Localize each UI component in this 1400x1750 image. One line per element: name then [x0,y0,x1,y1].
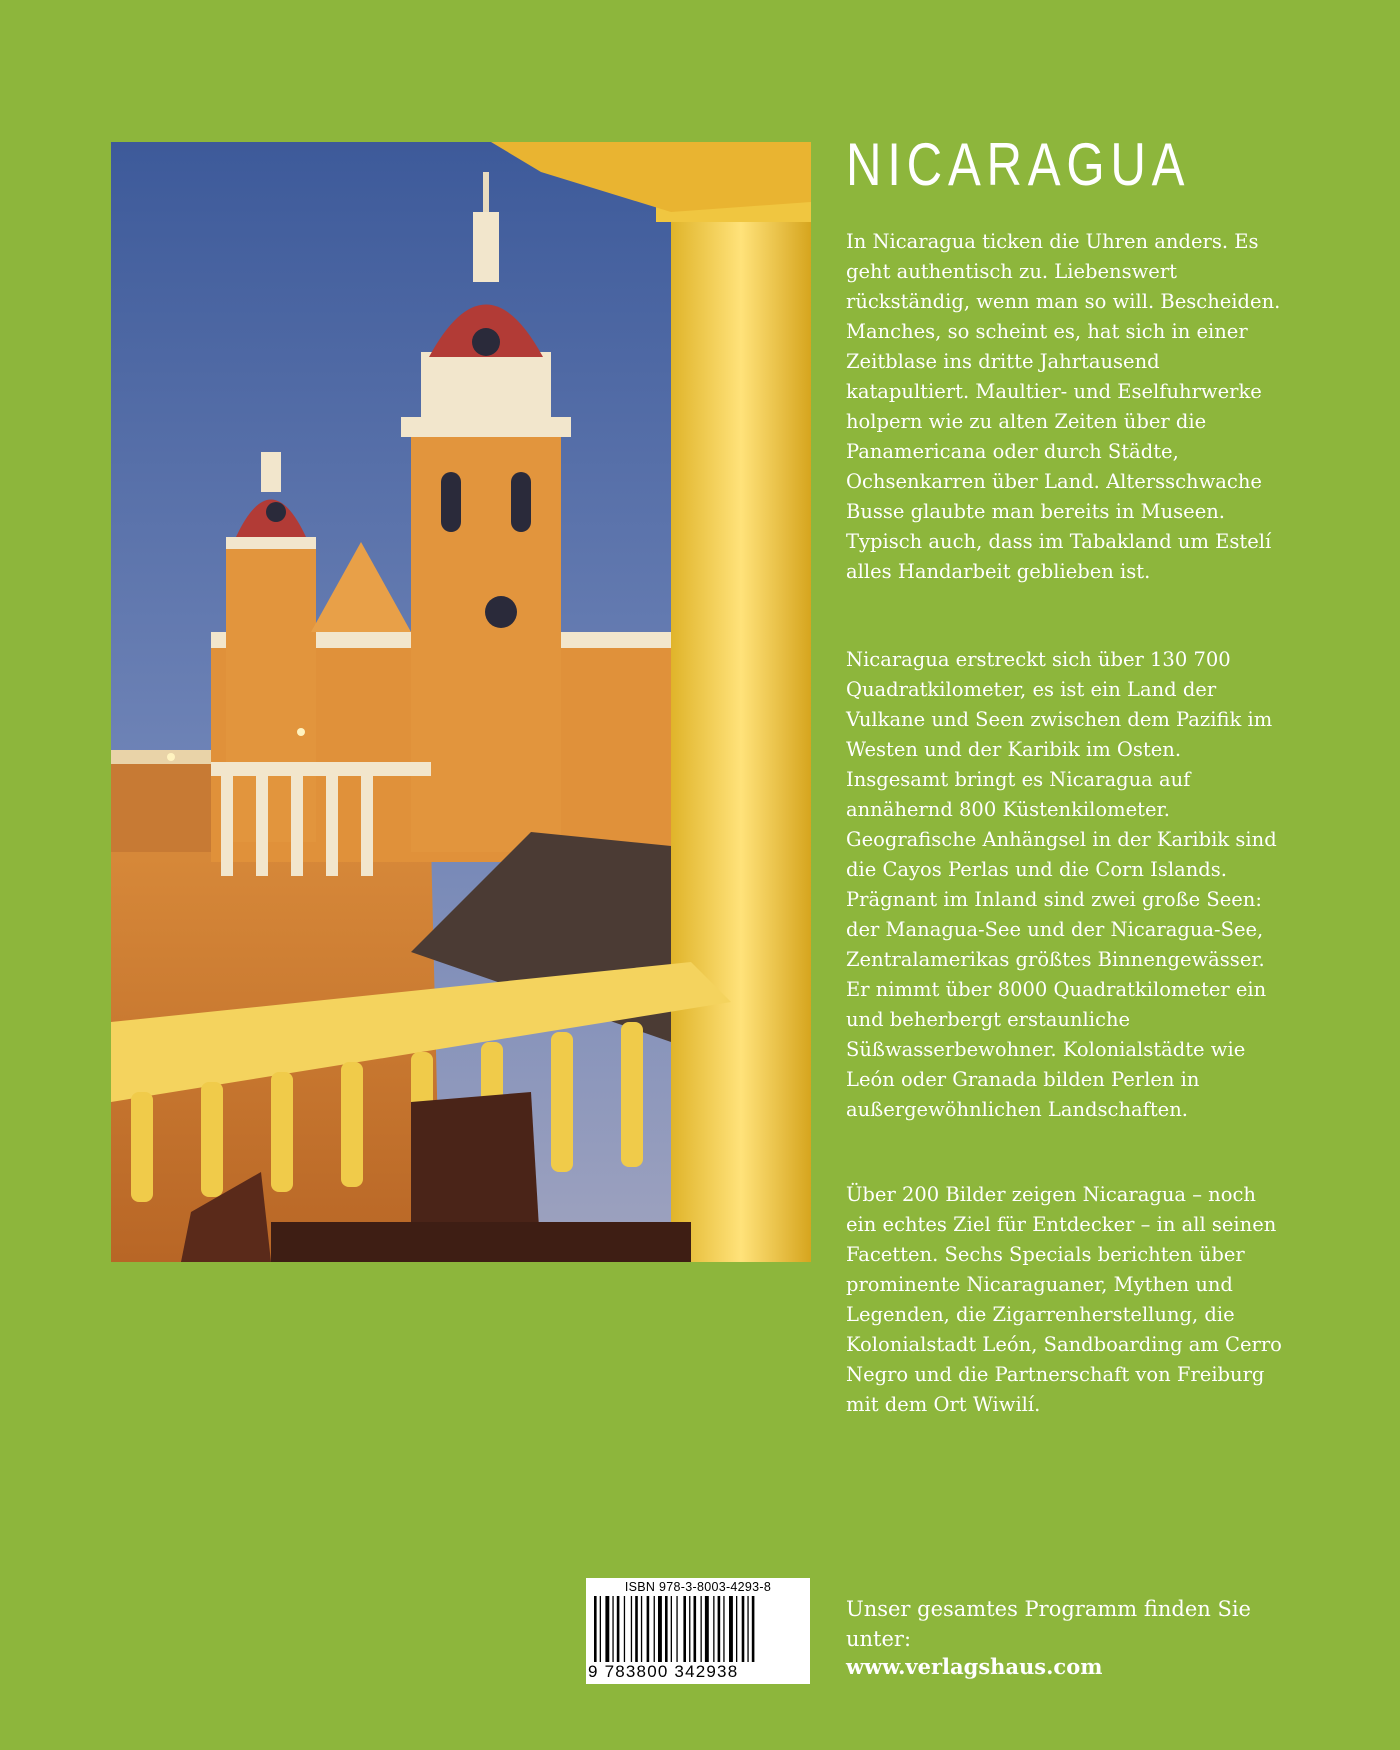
barcode-bar [694,1596,697,1662]
isbn-label: ISBN 978-3-8003-4293-8 [624,1580,772,1594]
barcode-bar [701,1596,702,1662]
program-text: Unser gesamtes Programm finden Sie unter: [846,1597,1251,1651]
barcode-bar [605,1596,609,1662]
barcode-bar [635,1596,638,1662]
book-title: NICARAGUA [846,131,1191,198]
ean-digits: 9 783800 342938 [588,1662,739,1681]
barcode-bar [747,1596,748,1662]
barcode-bars [594,1596,804,1662]
barcode-bar [624,1596,625,1662]
barcode-bar [676,1596,677,1662]
cover-photo-cathedral [111,142,811,1262]
barcode-bar [742,1596,745,1662]
barcode-bar [723,1596,724,1662]
barcode-bar [665,1596,668,1662]
website-link[interactable]: www.verlagshaus.com [846,1654,1103,1679]
description-paragraph-3: Über 200 Bilder zeigen Nicaragua – noch ein echtes Ziel für Entdecker – in all seinen Facetten. Sechs Specials berichten über prominente Nicaraguaner, Mythen und Legenden, die Zigarrenherstellung, die Kolonialstadt León, Sandboarding am Cerro Negro und die Partnerschaft von Freiburg mit dem Ort Wiwilí. [846,1183,1282,1416]
barcode-bar [594,1596,597,1662]
barcode-bar [683,1596,686,1662]
barcode-bar [705,1596,709,1662]
barcode-bar [641,1596,642,1662]
barcode-bar [617,1596,620,1662]
barcode-bar [654,1596,655,1662]
description-paragraph-1: In Nicaragua ticken die Uhren anders. Es geht authentisch zu. Liebenswert rückständig, wenn man so will. Bescheiden. Manches, so scheint es, hat sich in einer Zeitblase ins dritte Jahrtausend katapultiert. Maultier- und Eselfuhrwerke holpern wie zu alten Zeiten über die Panamericana oder durch Städte, Ochsenkarren über Land. Altersschwache Busse glaubte man bereits in Museen. Typisch auch, dass im Tabakland um Estelí alles Handarbeit geblieben ist. [846,230,1281,583]
barcode-bar [729,1596,733,1662]
barcode-bar [600,1596,601,1662]
isbn-barcode [586,1578,810,1684]
barcode-bar [689,1596,690,1662]
barcode-bar [647,1596,650,1662]
barcode-bar [658,1596,662,1662]
barcode-bar [713,1596,714,1662]
barcode-bar [671,1596,672,1662]
barcode-bar [752,1596,755,1662]
barcode-bar [612,1596,613,1662]
barcode-bar [736,1596,737,1662]
barcode-bar [631,1596,632,1662]
description-paragraph-2: Nicaragua erstreckt sich über 130 700 Quadratkilometer, es ist ein Land der Vulkane und Seen zwischen dem Pazifik im Westen und der Karibik im Osten. Insgesamt bringt es Nicaragua auf annähernd 800 Küstenkilometer. Geografische Anhängsel in der Karibik sind die Cayos Perlas und die Corn Islands. Prägnant im Inland sind zwei große Seen: der Managua-See und der Nicaragua-See, Zentralamerikas größtes Binnengewässer. Er nimmt über 8000 Quadratkilometer ein und beherbergt erstaunliche Süßwasserbewohner. Kolonialstädte wie León oder Granada bilden Perlen in außergewöhnlichen Landschaften. [846,648,1277,1121]
barcode-bar [718,1596,721,1662]
